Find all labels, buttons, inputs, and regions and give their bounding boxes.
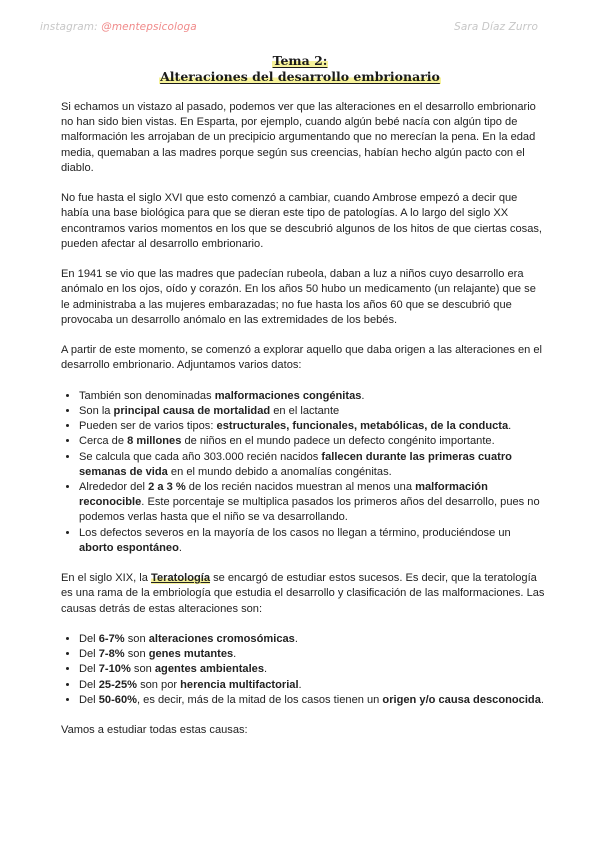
title-subject: Alteraciones del desarrollo embrionario — [160, 69, 440, 84]
header-handle[interactable]: @mentepsicologa — [101, 21, 197, 33]
list-item: • Son la principal causa de mortalidad en el lactante — [79, 404, 547, 419]
title-topic: Tema 2: — [272, 53, 328, 68]
header-instagram — [40, 21, 197, 33]
list-item: • También son denominadas malformaciones congénitas. — [79, 389, 547, 404]
list-item: • Del 7-8% son genes mutantes. — [79, 647, 547, 662]
list-item: • Del 7-10% son agentes ambientales. — [79, 662, 547, 677]
paragraph-closing: Vamos a estudiar todas estas causas: — [61, 724, 248, 737]
page-title-line1 — [0, 53, 600, 68]
paragraph-data-intro: A partir de este momento, se comenzó a explorar aquello que daba origen a las alteraciones en el desarrollo embrionario. Adjuntamos varios datos: — [61, 344, 543, 372]
page-title-line2 — [0, 69, 600, 84]
list-item: • Los defectos severos en la mayoría de los casos no llegan a término, produciéndose un aborto espontáneo. — [79, 526, 547, 556]
list-item: • Alrededor del 2 a 3 % de los recién nacidos muestran al menos una malformación reconocible. Este porcentaje se multiplica pasados los primeros años del desarrollo, pues no podemos verlas hasta que el niño se va desarrollando. — [79, 480, 547, 526]
document-body — [61, 100, 547, 754]
paragraph-1941: En 1941 se vio que las madres que padecían rubeola, daban a luz a niños cuyo desarrollo era anómalo en los ojos, oído y corazón. En los años 50 hubo un medicamento (un relajante) que se le administraba a las mujeres embarazadas; no fue hasta los años 60 que se descubrió que provocaba un desarrollo anómalo en las extremidades de los bebés. — [61, 268, 536, 326]
paragraph-history: Si echamos un vistazo al pasado, podemos ver que las alteraciones en el desarrollo embrionario no han sido bien vistas. En Esparta, por ejemplo, cuando algún bebé nacía con algún tipo de malformación les arrojaban de un precipicio argumentando que no merecían la pena. En la edad media, quemaban a las madres porque según sus creencias, habían hecho algún pacto con el diablo. — [61, 101, 536, 174]
header-author: Sara Díaz Zurro — [454, 21, 538, 33]
list-item: • Del 6-7% son alteraciones cromosómicas. — [79, 632, 547, 647]
paragraph-teratology: En el siglo XIX, la Teratología se encargó de estudiar estos sucesos. Es decir, que la teratología es una rama de la embriología que estudia el desarrollo y clasificación de las malformaciones. Las causas detrás de estas alteraciones son: — [61, 572, 545, 615]
list-item: • Del 50-60%, es decir, más de la mitad de los casos tienen un origen y/o causa desconocida. — [79, 693, 547, 708]
causes-list — [61, 632, 547, 708]
teratology-term: Teratología — [151, 572, 210, 585]
list-item: • Cerca de 8 millones de niños en el mundo padece un defecto congénito importante. — [79, 434, 547, 449]
list-item: • Se calcula que cada año 303.000 recién nacidos fallecen durante las primeras cuatro semanas de vida en el mundo debido a anomalías congénitas. — [79, 450, 547, 480]
list-item: • Del 25-25% son por herencia multifactorial. — [79, 678, 547, 693]
facts-list — [61, 389, 547, 556]
header-prefix: instagram: — [40, 21, 102, 33]
list-item: • Pueden ser de varios tipos: estructurales, funcionales, metabólicas, de la conducta. — [79, 419, 547, 434]
paragraph-xvi-century: No fue hasta el siglo XVI que esto comenzó a cambiar, cuando Ambrose empezó a decir que había una base biológica para que se dieran este tipo de patologías. A lo largo del siglo XX encontramos varios momentos en los que se descubrió algunos de los hitos de que ciertas cosas, pueden afectar al desarrollo embrionario. — [61, 192, 542, 250]
